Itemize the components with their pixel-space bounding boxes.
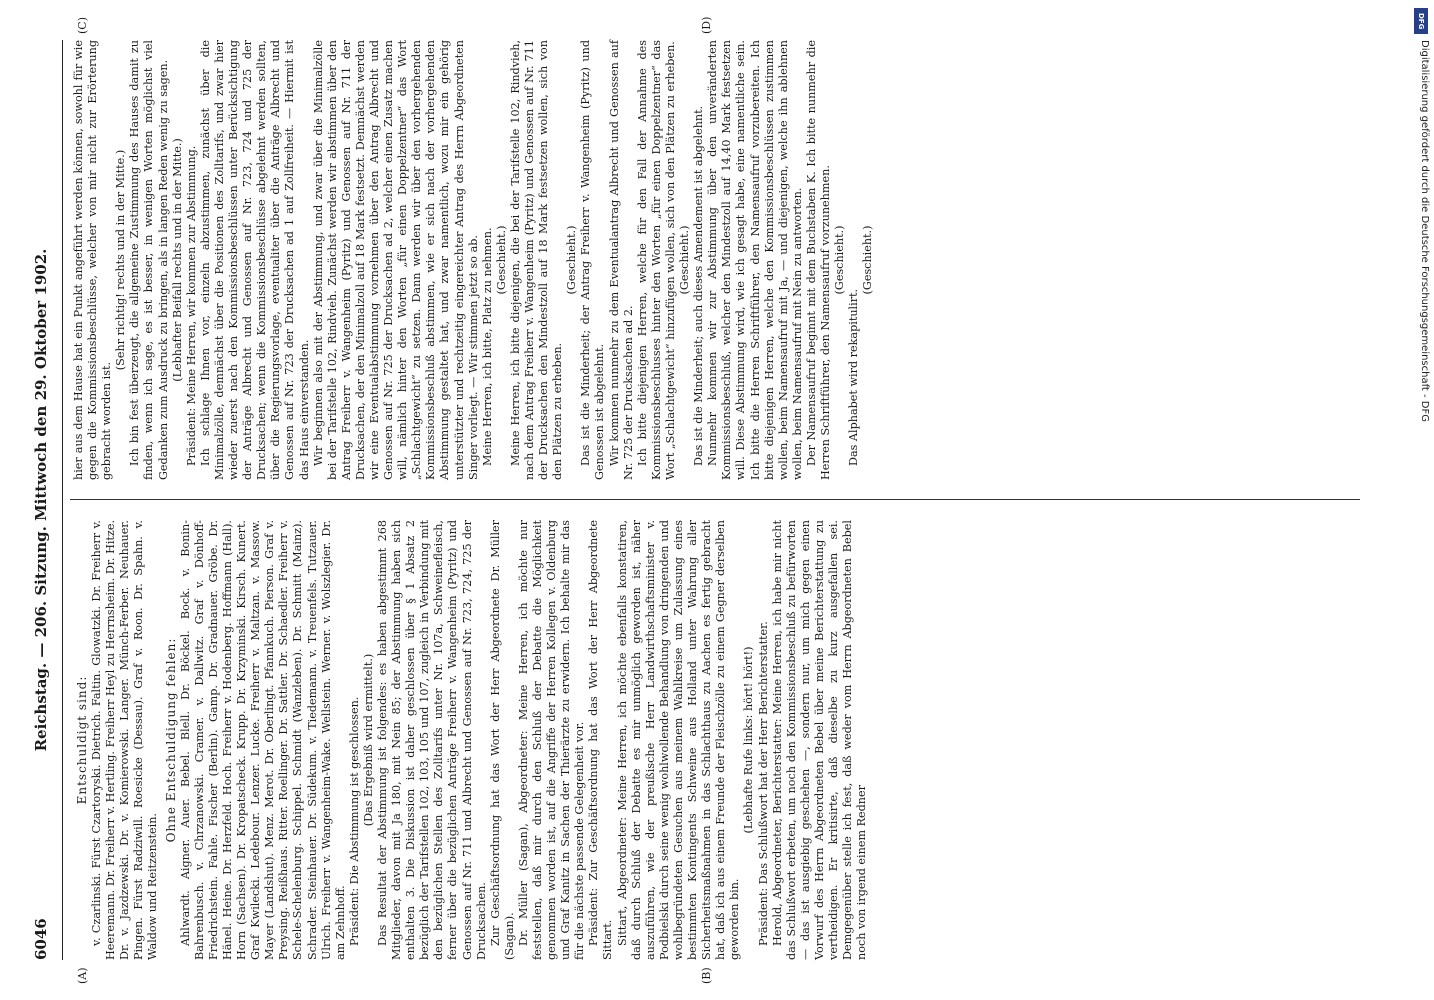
page-number: 6046 xyxy=(32,918,50,960)
margin-mark-d: (D) xyxy=(700,16,713,34)
paragraph: Das ist die Minderheit; der Antrag Freiherr v. Wangenheim (Pyritz) und Genossen ist abgelehnt. xyxy=(579,40,607,480)
paragraph: Ich schlage Ihnen vor, einzeln abzustimmen, zunächst über die Minimalzölle, demnächst über die Positionen des Zolltarifs, und zwar hier wieder zuerst nach den Kommissionsbeschlüssen unter Berücksichtigung der Anträge Albrecht und Genossen auf Nr. 723, 724 und 725 der Drucksachen; wenn die Kommissionsbeschlüsse abgelehnt werden sollten, über die Regierungsvorlage, eventualiter über die Anträge Albrecht und Genossen auf Nr. 723 der Drucksachen ad 1 auf Zollfreiheit. — Hiermit ist das Haus einverstanden. xyxy=(198,40,311,480)
stage-direction: (Lebhafter Beifall rechts und in der Mitte.) xyxy=(170,138,184,382)
page-header xyxy=(28,40,58,960)
section-heading: Ohne Entschuldigung fehlen: xyxy=(163,637,178,843)
paragraph: Das ist die Minderheit; auch dieses Amendement ist abgelehnt. xyxy=(692,105,706,466)
paragraph: Präsident: Das Schlußwort hat der Herr Berichterstatter. xyxy=(756,621,770,946)
digitization-credit: Digitalisierung gefördert durch die Deutsche Forschungsgemeinschaft - DFG xyxy=(1419,40,1430,423)
section-heading: Entschuldigt sind: xyxy=(75,675,89,805)
margin-mark-c: (C) xyxy=(76,17,89,34)
paragraph: Zur Geschäftsordnung hat das Wort der Herr Abgeordnete Dr. Müller (Sagan). xyxy=(488,520,516,960)
stage-direction: (Geschieht.) xyxy=(678,225,692,295)
right-column xyxy=(72,40,875,480)
paragraph: Der Namensaufruf beginnt mit dem Buchstaben K. Ich bitte nunmehr die Herren Schriftführer, den Namensaufruf vorzunehmen. xyxy=(804,40,832,480)
paragraph: Sittart, Abgeordneter: Meine Herren, ich möchte ebenfalls konstatiren, daß durch Schluß der Debatte es mir unmöglich geworden ist, näher auszuführen, wie der preußische Herr Landwirthschaftsminister v. Podbielski durch seine wenig wohlwollende Behandlung von dringenden und wohlbegründeten Gesuchen aus meinem Wahlkreise um Zulassung eines bestimmten Kontingents Schweine aus Holland unter Wahrung aller Sicherheitsmaßnahmen in das Schlachthaus zu Aachen es fertig gebracht hat, daß ich aus einem Freunde der Fleischzölle zu einem Gegner derselben geworden bin. xyxy=(615,520,742,960)
paragraph: Ich bitte diejenigen Herren, welche für den Fall der Annahme des Kommissionsbeschlusses hinter den Worten „für einen Doppelzentner“ das Wort „Schlachtgewicht“ hinzufügen wollen, sich von den Plätzen zu erheben. xyxy=(635,40,677,480)
margin-mark-a: (A) xyxy=(76,967,89,984)
stage-direction: (Geschieht.) xyxy=(833,225,847,295)
stage-direction: (Lebhafte Rufe links: hört! hört!) xyxy=(742,646,756,834)
paragraph: Präsident: Meine Herren, wir kommen zur Abstimmung. xyxy=(184,145,198,466)
paragraph: Präsident: Die Abstimmung ist geschlossen. xyxy=(347,696,361,946)
stage-direction: (Geschieht.) xyxy=(861,225,875,295)
paragraph: Das Alphabet wird rekapitulirt. xyxy=(847,288,861,466)
paragraph: Präsident: Zur Geschäftsordnung hat das Wort der Herr Abgeordnete Sittart. xyxy=(587,520,615,960)
paragraph: Meine Herren, ich bitte, Platz zu nehmen. xyxy=(480,227,494,466)
stage-direction: (Das Ergebniß wird ermittelt.) xyxy=(361,653,375,827)
dfg-logo: DFG xyxy=(1414,8,1428,34)
paragraph: hier aus dem Hause hat ein Punkt angeführt werden können, sowohl für wie gegen die Kommissionsbeschlüsse, welcher von mir nicht zur Erörterung gebracht worden ist. xyxy=(72,40,114,480)
paragraph: Das Resultat der Abstimmung ist folgendes: es haben abgestimmt 268 Mitglieder, davon mit Ja 180, mit Nein 85; der Abstimmung haben sich enthalten 3. Die Diskussion ist daher geschlossen über § 1 Absatz 2 bezüglich der Tarifstellen 102, 103, 105 und 107, zugleich in Verbindung mit den bezüglichen Stellen des Zolltarifs unter Nr. 107a, Schweinefleisch, ferner über die bezüglichen Anträge Freiherr v. Wangenheim (Pyritz) und Genossen auf Nr. 711 und Albrecht und Genossen auf Nr. 723, 724, 725 der Drucksachen. xyxy=(375,520,488,960)
paragraph: Ich bin fest überzeugt, die allgemeine Zustimmung des Hauses damit zu finden, wenn ich sage, es ist besser, in wenigen Worten möglichst viel Gedanken zum Ausdruck zu bringen, als in langen Reden wenig zu sagen. xyxy=(128,40,170,480)
paragraph: Ahlwardt. Aigner. Auer. Bebel. Blell. Dr. Böckel. Bock. v. Bonin-Bahrenbusch. v. Chrzanowski. Cramer. v. Dallwitz. Graf v. Dönhoff-Friedrichstein. Fahle. Fischer (Berlin). Gamp. Dr. Gradnauer. Gröbe. Dr. Hänel. Heine. Dr. Herzfeld. Hoch. Freiherr v. Hodenberg. Hoffmann (Hall). Horn (Sachsen). Dr. Kropatscheck. Krupp. Dr. Krzyminski. Kirsch. Kunert. Graf Kwilecki. Ledebour. Lenzer. Lucke. Freiherr v. Maltzan. v. Massow. Mayer (Landshut). Menz. Merot. Dr. Oberlingt. Pfannkuch. Pierson. Graf v. Preysing. Reißhaus. Ritter. Roellinger. Dr. Sattler. Dr. Schaedler. Freiherr v. Schele-Schelenburg. Schippel. Schmidt (Wanzleben). Dr. Schmitt (Mainz). Schrader. Steinhauer. Dr. Südekum. v. Tiedemann. v. Treuenfels. Tutzauer. Ulrich. Freiherr v. Wangenheim-Wake. Wellstein. Werner. v. Wolszlegier. Dr. am Zehnhoff. xyxy=(178,520,347,960)
paragraph: Wir beginnen also mit der Abstimmung, und zwar über die Minimalzölle bei der Tarifstelle 102, Rindvieh. Zunächst werden wir abstimmen über den Antrag Freiherr v. Wangenheim (Pyritz) und Genossen auf Nr. 711 der Drucksachen, der den Minimalzoll auf 18 Mark festsetzt. Demnächst werden wir eine Eventualabstimmung vornehmen über den Antrag Albrecht und Genossen auf Nr. 725 der Drucksachen ad 2, welcher einen Zusatz machen will, nämlich hinter den Worten „für einen Doppelzentner“ das Wort „Schlachtgewicht“ zu setzen. Dann werden wir über den vorhergehenden Kommissionsbeschluß abstimmen, wie er sich nach der vorhergehenden Abstimmung gestaltet hat, und zwar namentlich, wozu mir ein gehörig unterstützter und rechtzeitig eingereichter Antrag des Herrn Abgeordneten Singer vorliegt. — Wir stimmen jetzt so ab. xyxy=(311,40,480,480)
stage-direction: (Geschieht.) xyxy=(565,225,579,295)
header-rule xyxy=(62,40,63,960)
paragraph: Wir kommen nunmehr zu dem Eventualantrag Albrecht und Genossen auf Nr. 725 der Drucksachen ad 2. xyxy=(607,40,635,480)
paragraph: Herold, Abgeordneter, Berichterstatter: Meine Herren, ich habe mir nicht das Schlußwort erbeten, um noch den Kommissionsbeschluß zu befürworten — das ist ausgiebig geschehen —, sondern nur, um mich gegen einen Vorwurf des Herrn Abgeordneten Bebel über meine Berichterstattung zu vertheidigen. Er kritisirte, daß dieselbe zu kurz ausgefallen sei. Demgegenüber stelle ich fest, daß weder vom Herrn Abgeordneten Bebel noch von irgend einem Redner xyxy=(770,520,869,960)
paragraph: Meine Herren, ich bitte diejenigen, die bei der Tarifstelle 102, Rindvieh, nach dem Antrag Freiherr v. Wangenheim (Pyritz) und Genossen auf Nr. 711 der Drucksachen den Mindestzoll auf 18 Mark festsetzen wollen, sich von den Plätzen zu erheben. xyxy=(508,40,565,480)
paragraph: v. Czarlinski. Fürst Czartoryski. Dietrich. Faltin. Glowatzki. Dr. Freiherr v. Heeremann. Dr. Freiherr v. Hertling. Freiherr Heyl zu Herrnsheim. Dr. Hitze. Dr. v. Jazdzewski. Dr. v. Komierowski. Langer. Münch-Ferber. Neuhauer. Pingen. Fürst Radziwill. Roesicke (Dessau). Graf v. Roon. Dr. Spahn. v. Waldow und Reitzenstein. xyxy=(90,520,160,960)
margin-mark-b: (B) xyxy=(700,967,713,984)
left-column xyxy=(72,520,869,960)
paragraph: Dr. Müller (Sagan), Abgeordneter: Meine Herren, ich möchte nur feststellen, daß mir durch den Schluß der Debatte die Möglichkeit genommen worden ist, auf die Angriffe der Herren Kollegen v. Oldenburg und Graf Kanitz in Sachen der Thierärzte zu erwidern. Ich behalte mir das für die nächste passende Gelegenheit vor. xyxy=(516,520,587,960)
stage-direction: (Sehr richtig! rechts und in der Mitte.) xyxy=(114,149,128,371)
stage-direction: (Geschieht.) xyxy=(494,225,508,295)
paragraph: Nunmehr kommen wir zur Abstimmung über den unveränderten Kommissionsbeschluß, welcher den Mindestzoll auf 14,40 Mark festsetzen will. Diese Abstimmung wird, wie ich gesagt habe, eine namentliche sein. Ich bitte die Herren Schriftführer, den Namensaufruf vorzubereiten. Ich bitte diejenigen Herren, welche den Kommissionsbeschlüssen zustimmen wollen, beim Namensaufruf mit Ja, — und diejenigen, welche ihn ablehnen wollen, beim Namensaufruf mit Nein zu antworten. xyxy=(706,40,804,480)
running-title: Reichstag. — 206. Sitzung. Mittwoch den 29. Oktober 1902. xyxy=(32,248,50,752)
column-divider xyxy=(70,499,1360,500)
